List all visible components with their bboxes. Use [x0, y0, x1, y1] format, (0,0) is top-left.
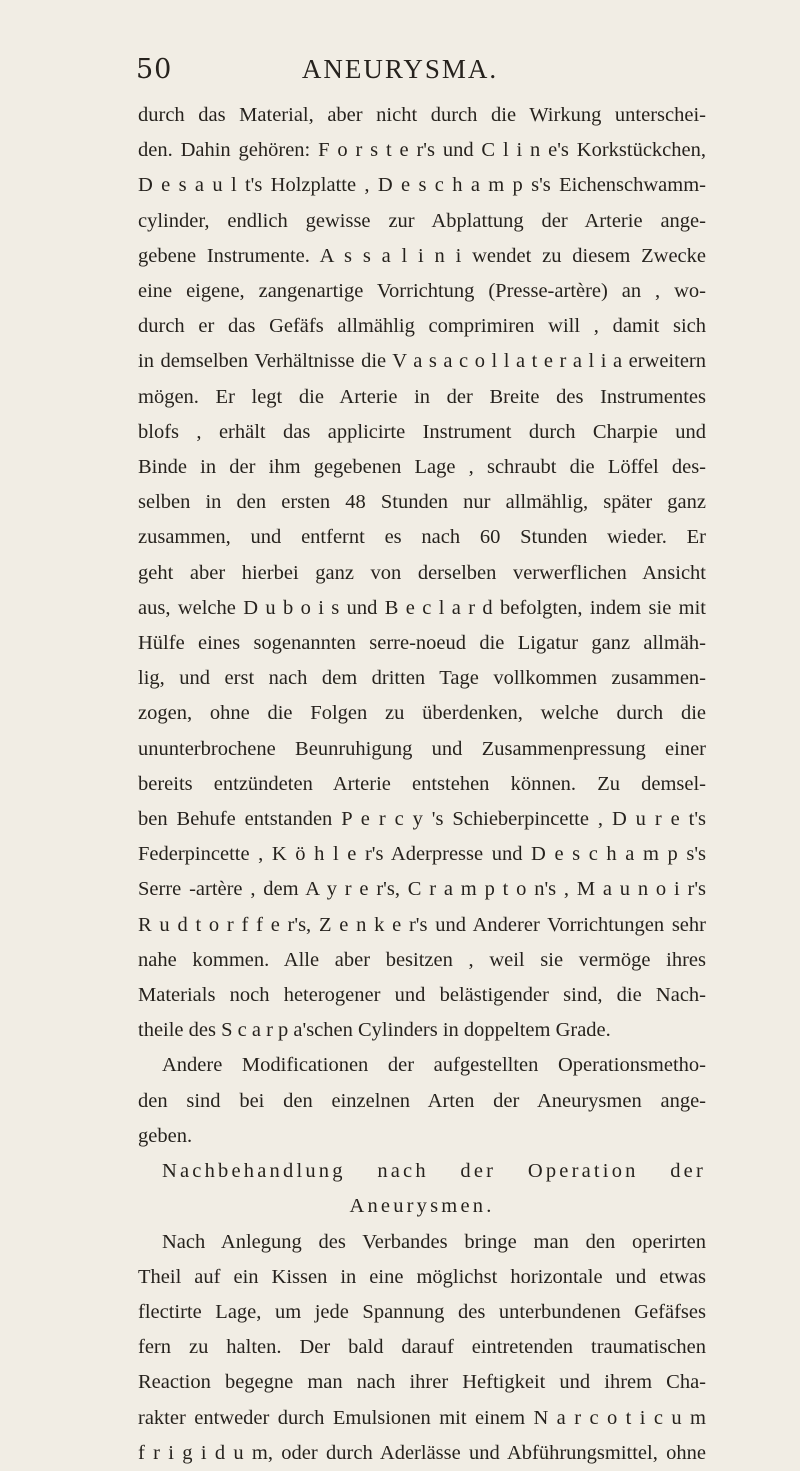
text-line: lig, und erst nach dem dritten Tage vollkommen zusammen-	[138, 667, 706, 690]
running-head: ANEURYSMA.	[301, 54, 499, 84]
section-heading: Nachbehandlung nach der Operation der	[162, 1160, 706, 1183]
text-line: Serre -artère , dem A y r e r's, C r a m p t o n's , M a u n o i r's	[138, 878, 706, 901]
text-line: den sind bei den einzelnen Arten der Aneurysmen ange-	[138, 1089, 706, 1112]
text-line: rakter entweder durch Emulsionen mit einem N a r c o t i c u m	[138, 1406, 706, 1429]
body-text	[138, 98, 706, 1471]
text-line: aus, welche D u b o i s und B e c l a r d befolgten, indem sie mit	[138, 596, 706, 619]
text-line: geht aber hierbei ganz von derselben verwerflichen Ansicht	[138, 561, 706, 584]
text-line: gebene Instrumente. A s s a l i n i wendet zu diesem Zwecke	[138, 244, 706, 267]
text-line: durch das Material, aber nicht durch die Wirkung unterschei-	[138, 104, 706, 126]
text-line: durch er das Gefäfs allmählig comprimiren will , damit sich	[138, 315, 706, 338]
text-line: den. Dahin gehören: F o r s t e r's und C l i n e's Korkstückchen,	[138, 139, 706, 162]
text-line: ununterbrochene Beunruhigung und Zusammenpressung einer	[138, 737, 706, 760]
text-line: D e s a u l t's Holzplatte , D e s c h a m p s's Eichenschwamm-	[138, 174, 706, 197]
page-number: 50	[136, 54, 173, 85]
text-line: bereits entzündeten Arterie entstehen können. Zu demsel-	[138, 772, 706, 795]
text-line: flectirte Lage, um jede Spannung des unterbundenen Gefäfses	[138, 1300, 706, 1323]
text-line: Nach Anlegung des Verbandes bringe man den operirten	[162, 1230, 706, 1253]
text-line: Theil auf ein Kissen in eine möglichst horizontale und etwas	[138, 1265, 706, 1288]
text-line: mögen. Er legt die Arterie in der Breite des Instrumentes	[138, 385, 706, 408]
text-line: cylinder, endlich gewisse zur Abplattung der Arterie ange-	[138, 209, 706, 232]
section-heading-continued: Aneurysmen.	[349, 1195, 495, 1218]
text-line: R u d t o r f f e r's, Z e n k e r's und Anderer Vorrichtungen sehr	[138, 913, 706, 936]
text-line: zusammen, und entfernt es nach 60 Stunden wieder. Er	[138, 526, 706, 549]
text-line: Binde in der ihm gegebenen Lage , schraubt die Löffel des-	[138, 456, 706, 479]
page-header	[0, 54, 800, 94]
text-line: zogen, ohne die Folgen zu überdenken, welche durch die	[138, 702, 706, 725]
text-line: Hülfe eines sogenannten serre-noeud die Ligatur ganz allmäh-	[138, 632, 706, 655]
text-line: fern zu halten. Der bald darauf eintretenden traumatischen	[138, 1336, 706, 1359]
text-line: nahe kommen. Alle aber besitzen , weil sie vermöge ihres	[138, 948, 706, 971]
text-line: Reaction begegne man nach ihrer Heftigkeit und ihrem Cha-	[138, 1371, 706, 1394]
text-line: blofs , erhält das applicirte Instrument durch Charpie und	[138, 420, 706, 443]
text-line: Federpincette , K ö h l e r's Aderpresse und D e s c h a m p s's	[138, 843, 706, 866]
text-line: Andere Modificationen der aufgestellten Operationsmetho-	[162, 1054, 706, 1077]
text-line: eine eigene, zangenartige Vorrichtung (Presse-artère) an , wo-	[138, 280, 706, 303]
text-line: in demselben Verhältnisse die V a s a c o l l a t e r a l i a erweitern	[138, 350, 706, 373]
text-line: f r i g i d u m, oder durch Aderlässe und Abführungsmittel, ohne	[138, 1441, 706, 1464]
text-line: theile des S c a r p a'schen Cylinders in doppeltem Grade.	[138, 1019, 611, 1042]
text-line: Materials noch heterogener und belästigender sind, die Nach-	[138, 984, 706, 1007]
text-line: ben Behufe entstanden P e r c y 's Schieberpincette , D u r e t's	[138, 808, 706, 831]
text-line: geben.	[138, 1124, 193, 1147]
text-line: selben in den ersten 48 Stunden nur allmählig, später ganz	[138, 491, 706, 514]
